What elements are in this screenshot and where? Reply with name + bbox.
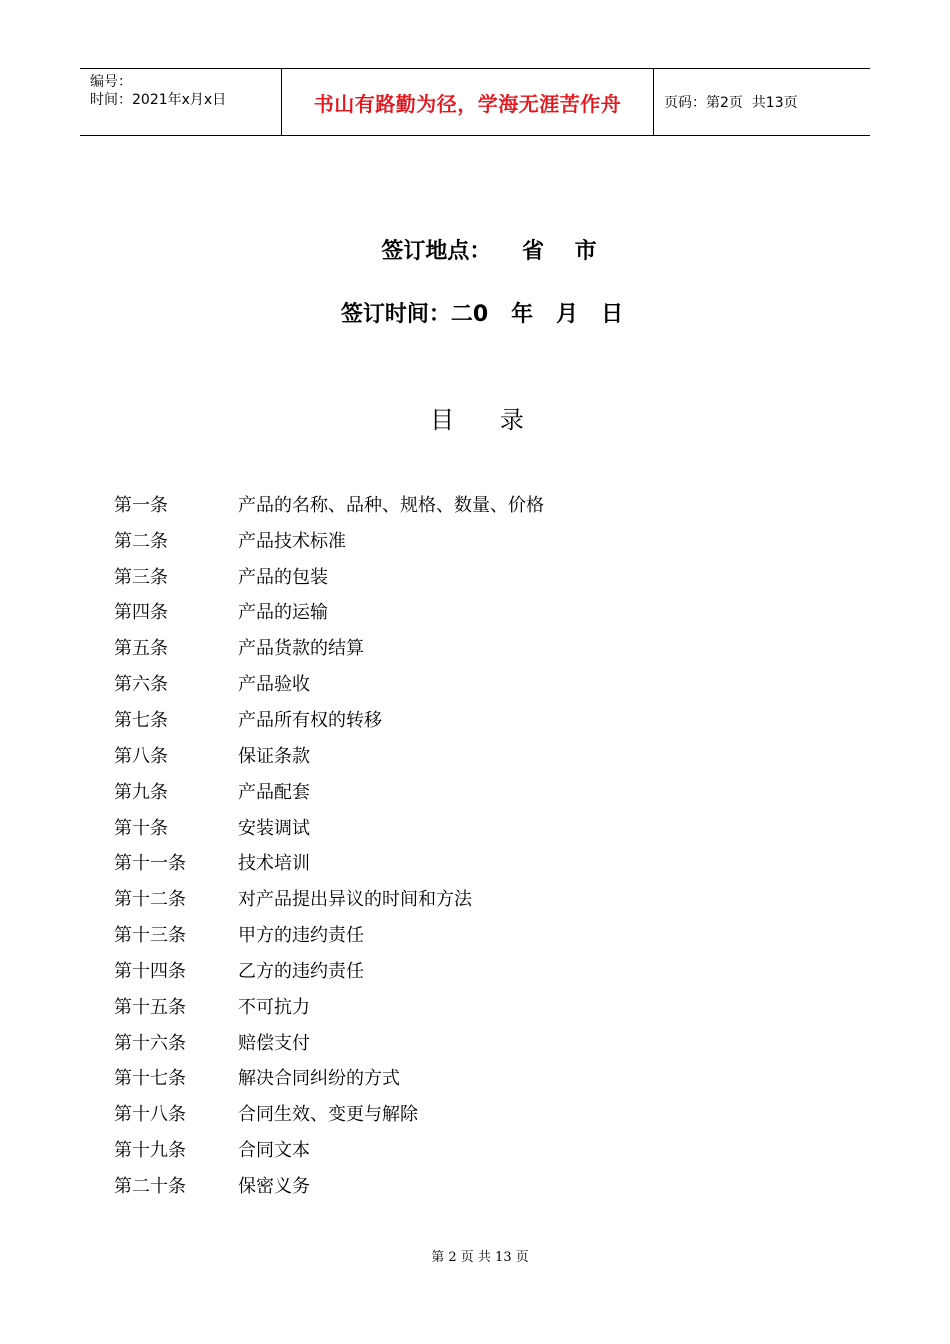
toc-item: [114, 665, 814, 701]
sign-place: 签订地点： 省 市: [381, 239, 597, 264]
toc-item: [114, 880, 814, 916]
toc-item: [114, 701, 814, 737]
toc-item-title: 产品验收: [238, 674, 310, 696]
toc-item-title: 解决合同纠纷的方式: [238, 1068, 400, 1090]
toc-item-number: 第二十条: [114, 1175, 186, 1197]
toc-item-number: 第十五条: [114, 996, 186, 1018]
toc-item-number: 第九条: [114, 781, 168, 803]
toc-item-number: 第三条: [114, 566, 168, 588]
toc-item-title: 产品所有权的转移: [238, 709, 382, 731]
toc-item: [114, 988, 814, 1024]
number-label: 编号：: [90, 74, 132, 90]
toc-item: [114, 1095, 814, 1131]
toc-item-number: 第十九条: [114, 1140, 186, 1162]
toc-item-title: 保密义务: [238, 1175, 310, 1197]
toc-item-number: 第六条: [114, 674, 168, 696]
toc-item-title: 产品技术标准: [238, 530, 346, 552]
toc-item: [114, 809, 814, 845]
header-meta: [80, 69, 281, 135]
toc-item-number: 第十八条: [114, 1104, 186, 1126]
toc-item: [114, 594, 814, 630]
page-footer: 第 2 页 共 13 页: [431, 1250, 529, 1265]
toc-item: [114, 737, 814, 773]
toc-item-number: 第十二条: [114, 889, 186, 911]
toc-item-number: 第一条: [114, 494, 168, 516]
toc-item-number: 第二条: [114, 530, 168, 552]
toc-item: [114, 1131, 814, 1167]
toc-item: [114, 629, 814, 665]
toc-item-number: 第四条: [114, 602, 168, 624]
header-motto: 书山有路勤为径，学海无涯苦作舟: [281, 69, 654, 135]
toc-item-number: 第十六条: [114, 1032, 186, 1054]
toc-item: [114, 1060, 814, 1096]
toc-item: [114, 486, 814, 522]
toc-item: [114, 916, 814, 952]
toc-item: [114, 952, 814, 988]
toc-item: [114, 1024, 814, 1060]
toc-item-number: 第十条: [114, 817, 168, 839]
toc-item-title: 产品的运输: [238, 602, 328, 624]
time-label: 时间：2021年x月x日: [90, 92, 227, 108]
table-of-contents: [114, 486, 814, 1203]
toc-item-title: 赔偿支付: [238, 1032, 310, 1054]
toc-title: 目 录: [430, 406, 524, 434]
toc-item-title: 合同文本: [238, 1140, 310, 1162]
toc-item: [114, 1167, 814, 1203]
toc-item: [114, 844, 814, 880]
toc-item-title: 产品货款的结算: [238, 638, 364, 660]
toc-item-number: 第七条: [114, 709, 168, 731]
toc-item-title: 产品的名称、品种、规格、数量、价格: [238, 494, 544, 516]
toc-item-title: 保证条款: [238, 745, 310, 767]
toc-item: [114, 773, 814, 809]
toc-item-title: 产品的包装: [238, 566, 328, 588]
toc-item-number: 第十一条: [114, 853, 186, 875]
toc-item-number: 第十四条: [114, 960, 186, 982]
toc-item-title: 不可抗力: [238, 996, 310, 1018]
toc-item-title: 产品配套: [238, 781, 310, 803]
page-header: [80, 68, 870, 136]
toc-item-number: 第五条: [114, 638, 168, 660]
toc-item: [114, 522, 814, 558]
header-page-label: 页码：第2页 共13页: [664, 95, 798, 111]
toc-item-title: 乙方的违约责任: [238, 960, 364, 982]
toc-item-title: 安装调试: [238, 817, 310, 839]
toc-item-number: 第十三条: [114, 925, 186, 947]
toc-item-title: 技术培训: [238, 853, 310, 875]
sign-time: 签订时间：二0 年 月 日: [340, 302, 624, 327]
toc-item-number: 第八条: [114, 745, 168, 767]
toc-item-title: 对产品提出异议的时间和方法: [238, 889, 472, 911]
toc-item-title: 合同生效、变更与解除: [238, 1104, 418, 1126]
toc-item-title: 甲方的违约责任: [238, 925, 364, 947]
toc-item: [114, 558, 814, 594]
toc-item-number: 第十七条: [114, 1068, 186, 1090]
